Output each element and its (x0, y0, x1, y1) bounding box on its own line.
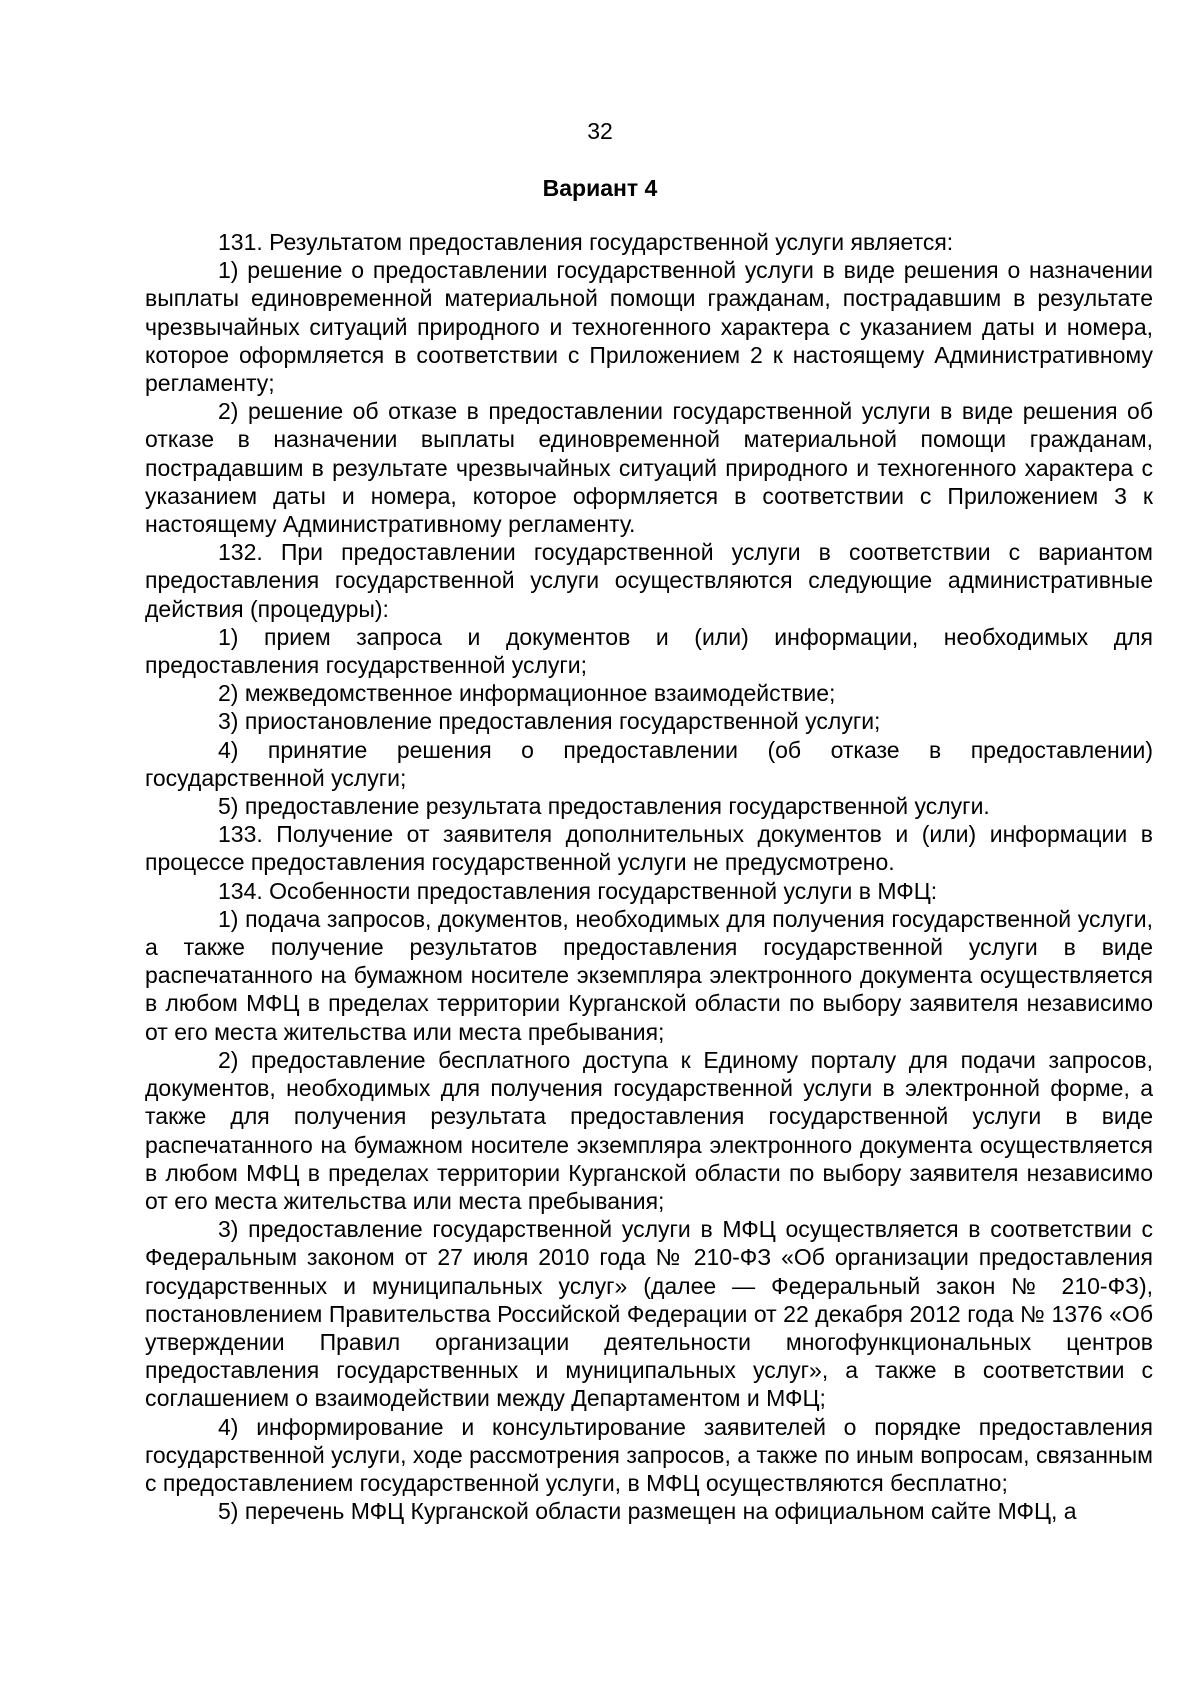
page-number: 32 (587, 118, 613, 144)
paragraph-134-item-3: 3) предоставление государственной услуги в МФЦ осуществляется в соответствии с Федеральным законом от 27 июля 2010 года № 210-ФЗ «Об организации предоставления государственных и муниципальных услуг» (далее — Федеральный закон № 210-ФЗ), постановлением Правительства Российской Федерации от 22 декабря 2012 года № 1376 «Об утверждении Правил организации деятельности многофункциональных центров предоставления государственных и муниципальных услуг», а также в соответствии с соглашением о взаимодействии между Департаментом и МФЦ; (145, 1216, 1153, 1412)
paragraph-134: 134. Особенности предоставления государственной услуги в МФЦ: (218, 877, 938, 904)
paragraph-132-item-3: 3) приостановление предоставления государственной услуги; (218, 708, 881, 735)
paragraph-132-item-2: 2) межведомственное информационное взаимодействие; (218, 680, 836, 707)
paragraph-132-item-5: 5) предоставление результата предоставления государственной услуги. (218, 793, 990, 820)
paragraph-132: 132. При предоставлении государственной услуги в соответствии с вариантом предоставления государственной услуги осуществляются следующие административные действия (процедуры): (145, 539, 1153, 622)
paragraph-133: 133. Получение от заявителя дополнительных документов и (или) информации в процессе предоставления государственной услуги не предусмотрено. (145, 821, 1153, 876)
paragraph-132-item-1: 1) прием запроса и документов и (или) информации, необходимых для предоставления государственной услуги; (145, 623, 1153, 679)
paragraph-131-item-1: 1) решение о предоставлении государственной услуги в виде решения о назначении выплаты единовременной материальной помощи гражданам, пострадавшим в результате чрезвычайных ситуаций природного и техногенного характера с указанием даты и номера, которое оформляется в соответствии с Приложением 2 к настоящему Административному регламенту; (145, 257, 1153, 397)
paragraph-131: 131. Результатом предоставления государственной услуги является: (218, 229, 954, 255)
section-heading: Вариант 4 (542, 175, 658, 201)
paragraph-134-item-5: 5) перечень МФЦ Курганской области размещен на официальном сайте МФЦ, а (218, 1498, 1077, 1525)
document-body (145, 228, 1153, 1525)
paragraph-131-item-2: 2) решение об отказе в предоставлении государственной услуги в виде решения об отказе в назначении выплаты единовременной материальной помощи гражданам, пострадавшим в результате чрезвычайных ситуаций природного и техногенного характера с указанием даты и номера, которое оформляется в соответствии с Приложением 3 к настоящему Административному регламенту. (145, 398, 1153, 538)
paragraph-134-item-4: 4) информирование и консультирование заявителей о порядке предоставления государственной услуги, ходе рассмотрения запросов, а также по иным вопросам, связанным с предоставлением государственной услуги, в МФЦ осуществляются бесплатно; (145, 1413, 1153, 1496)
paragraph-134-item-1: 1) подача запросов, документов, необходимых для получения государственной услуги, а также получение результатов предоставления государственной услуги в виде распечатанного на бумажном носителе экземпляра электронного документа осуществляется в любом МФЦ в пределах территории Курганской области по выбору заявителя независимо от его места жительства или места пребывания; (145, 905, 1153, 1045)
paragraph-134-item-2: 2) предоставление бесплатного доступа к Единому порталу для подачи запросов, документов, необходимых для получения государственной услуги в электронной форме, а также для получения результата предоставления государственной услуги в виде распечатанного на бумажном носителе экземпляра электронного документа осуществляется в любом МФЦ в пределах территории Курганской области по выбору заявителя независимо от его места жительства или места пребывания; (145, 1046, 1153, 1214)
paragraph-132-item-4: 4) принятие решения о предоставлении (об отказе в предоставлении) государственной услуги; (145, 736, 1153, 791)
